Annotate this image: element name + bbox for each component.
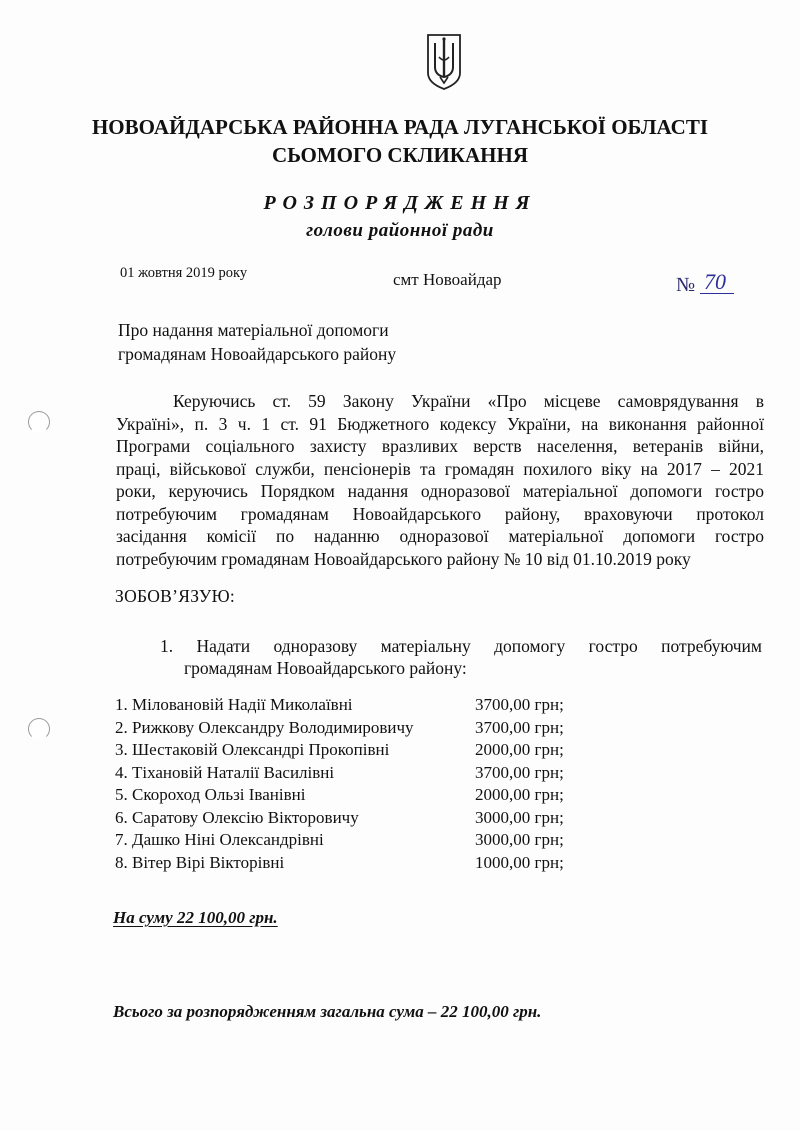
recipient-name: 8. Вітер Вірі Вікторівні (115, 852, 285, 872)
paragraph-line: потребуючим громадянам Новоайдарського району, враховуючи протокол (116, 503, 764, 524)
paragraph-line: праці, військової служби, пенсіонерів та громадян похилого віку на 2017 – 2021 (116, 458, 764, 479)
document-place: смт Новоайдар (393, 270, 502, 289)
punch-hole-top (28, 411, 50, 433)
council-name: НОВОАЙДАРСЬКА РАЙОННА РАДА ЛУГАНСЬКОЇ ОБЛАСТІ (91, 115, 709, 139)
order-point-1 (160, 635, 762, 679)
total-line: Всього за розпорядженням загальна сума – 22 100,00 грн. (113, 1002, 542, 1021)
sum-line: На суму 22 100,00 грн. (113, 908, 278, 927)
recipient-name: 7. Дашко Ніні Олександрівні (115, 830, 324, 849)
paragraph-line: Україні», п. 3 ч. 1 ст. 91 Бюджетного кодексу України, на виконання районної (116, 413, 764, 434)
recipient-amount: 2000,00 грн; (475, 785, 564, 804)
document-subtitle: голови районної ради (306, 220, 494, 241)
document-number-label: № (676, 274, 696, 296)
order-point-line: громадянам Новоайдарського району: (184, 658, 467, 678)
list-item (115, 852, 595, 875)
paragraph-line: Програми соціального захисту вразливих верств населення, ветеранів війни, (116, 436, 764, 456)
list-item (115, 807, 595, 830)
recipient-amount: 2000,00 грн; (475, 740, 564, 759)
recipient-name: 2. Рижкову Олександру Володимировичу (115, 717, 414, 737)
document-subject (118, 318, 396, 366)
recipient-name: 6. Саратову Олексію Вікторовичу (115, 807, 359, 827)
paragraph-line: потребуючим громадянам Новоайдарського району № 10 від 01.10.2019 року (116, 548, 691, 569)
punch-hole-bottom (28, 718, 50, 740)
recipients-list (115, 694, 595, 874)
trident-coat-of-arms-icon (426, 33, 462, 91)
order-point-line: 1. Надати одноразову матеріальну допомогу гостро потребуючим (160, 636, 762, 656)
paragraph-line: роки, керуючись Порядком надання одноразової матеріальної допомоги гостро (116, 481, 764, 501)
recipient-amount: 3700,00 грн; (475, 717, 564, 737)
list-item (115, 717, 595, 740)
recipient-amount: 1000,00 грн; (475, 852, 564, 872)
list-item (115, 762, 595, 785)
document-date: 01 жовтня 2019 року (120, 265, 248, 281)
recipient-name: 3. Шестаковій Олександрі Прокопівні (115, 740, 390, 759)
list-item (115, 829, 595, 852)
subject-line: громадянам Новоайдарського району (118, 344, 397, 364)
recipient-name: 1. Міловановій Надії Миколаївні (115, 695, 353, 714)
recipient-amount: 3700,00 грн; (475, 762, 564, 782)
recipient-name: 5. Скороход Ользі Іванівні (115, 785, 306, 804)
document-type: РОЗПОРЯДЖЕННЯ (263, 192, 537, 214)
recipient-amount: 3000,00 грн; (475, 830, 564, 849)
recipient-amount: 3000,00 грн; (475, 807, 564, 827)
list-item (115, 739, 595, 762)
order-heading: ЗОБОВ’ЯЗУЮ: (115, 586, 236, 606)
paragraph-line: засідання комісії по наданню одноразової матеріальної допомоги гостро (116, 526, 764, 546)
recipient-amount: 3700,00 грн; (475, 695, 564, 714)
list-item (115, 694, 595, 717)
preamble-paragraph (116, 390, 764, 570)
list-item (115, 784, 595, 807)
subject-line: Про надання матеріальної допомоги (118, 320, 389, 340)
recipient-name: 4. Тіхановій Наталії Василівні (115, 762, 335, 782)
paragraph-line: Керуючись ст. 59 Закону України «Про місцеве самоврядування в (173, 391, 764, 411)
document-number-handwritten: 70 (700, 271, 734, 294)
council-convocation: СЬОМОГО СКЛИКАННЯ (271, 143, 529, 167)
